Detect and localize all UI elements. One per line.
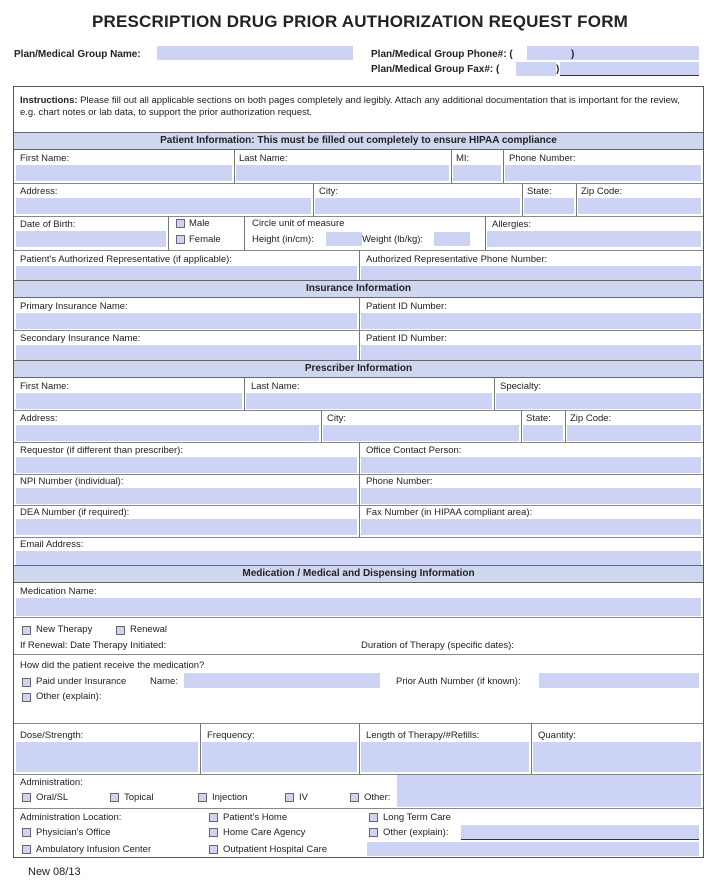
divider [14,183,703,184]
prescriber-zip-field[interactable] [567,425,701,441]
patient-phone-label: Phone Number: [509,153,576,164]
specialty-label: Specialty: [500,381,542,392]
patient-home-checkbox[interactable] [209,813,218,822]
prescriber-address-label: Address: [20,413,58,424]
topical-checkbox[interactable] [110,793,119,802]
divider [14,617,703,618]
divider [576,183,577,216]
divider [14,216,703,217]
if-renewal-label: If Renewal: Date Therapy Initiated: [20,640,167,651]
new-therapy-checkbox[interactable] [22,626,31,635]
divider [244,377,245,410]
patient-dob-field[interactable] [16,231,166,247]
other-received-label: Other (explain): [36,691,102,702]
primary-insurance-label: Primary Insurance Name: [20,301,128,312]
divider [359,250,360,283]
other-admin-checkbox[interactable] [350,793,359,802]
quantity-label: Quantity: [538,730,577,741]
long-term-care-checkbox[interactable] [369,813,378,822]
prescriber-last-name-field[interactable] [246,393,492,409]
prescriber-section-heading: Prescriber Information [14,360,703,378]
plan-fax-area-field[interactable] [516,62,556,76]
topical-label: Topical [124,792,154,803]
patient-mi-label: MI: [456,153,470,164]
specialty-field[interactable] [496,393,701,409]
plan-fax-label: Plan/Medical Group Fax#: ( [371,64,500,75]
other-location-label: Other (explain): [383,827,449,838]
patient-section-heading: Patient Information: This must be filled out completely to ensure HIPAA compliance [14,132,703,150]
length-field[interactable] [361,742,529,772]
plan-phone-close-paren: ) [571,49,575,60]
plan-fax-underline [560,75,699,76]
prescriber-zip-label: Zip Code: [570,413,612,424]
npi-label: NPI Number (individual): [20,476,124,487]
dea-label: DEA Number (if required): [20,507,130,518]
other-location-underline [461,839,699,840]
divider [565,410,566,443]
allergies-field[interactable] [487,231,701,247]
divider [168,216,169,250]
divider [14,474,703,475]
primary-patient-id-field[interactable] [361,313,701,329]
divider [14,410,703,411]
secondary-patient-id-field[interactable] [361,345,701,361]
patient-zip-label: Zip Code: [581,186,623,197]
email-field[interactable] [16,551,701,566]
fax-label: Fax Number (in HIPAA compliant area): [366,507,533,518]
plan-phone-label: Plan/Medical Group Phone#: ( [371,49,513,60]
prescriber-first-name-label: First Name: [20,381,70,392]
prescriber-phone-field[interactable] [361,488,701,504]
plan-name-label: Plan/Medical Group Name: [14,49,141,60]
prescriber-city-label: City: [327,413,346,424]
patient-first-name-field[interactable] [16,165,232,181]
renewal-label: Renewal [130,624,167,635]
injection-checkbox[interactable] [198,793,207,802]
office-contact-label: Office Contact Person: [366,445,462,456]
admin-location-label: Administration Location: [20,812,122,823]
allergies-label: Allergies: [492,219,532,230]
divider [451,149,452,183]
divider [494,377,495,410]
oral-checkbox[interactable] [22,793,31,802]
dea-field[interactable] [16,519,357,535]
divider [321,410,322,443]
prior-auth-field[interactable] [539,673,699,688]
female-checkbox[interactable] [176,235,185,244]
divider [14,330,703,331]
divider [200,723,201,774]
frequency-field[interactable] [202,742,357,772]
other-location-field[interactable] [461,825,699,839]
patient-last-name-label: Last Name: [239,153,288,164]
patient-state-label: State: [527,186,552,197]
other-admin-field[interactable] [397,775,701,807]
patient-city-label: City: [319,186,338,197]
prescriber-phone-label: Phone Number: [366,476,433,487]
dose-field[interactable] [16,742,198,772]
form-version: New 08/13 [28,866,81,878]
frequency-label: Frequency: [207,730,255,741]
requestor-field[interactable] [16,457,357,473]
divider [244,216,245,250]
ambulatory-label: Ambulatory Infusion Center [36,844,152,855]
other-location-checkbox[interactable] [369,828,378,837]
secondary-insurance-label: Secondary Insurance Name: [20,333,141,344]
divider [522,183,523,216]
female-label: Female [189,234,221,245]
primary-insurance-field[interactable] [16,313,357,329]
divider [14,537,703,538]
male-label: Male [189,218,210,229]
how-received-label: How did the patient receive the medication? [20,660,205,671]
divider [359,297,360,361]
iv-checkbox[interactable] [285,793,294,802]
divider [485,216,486,250]
prescriber-first-name-field[interactable] [16,393,242,409]
email-label: Email Address: [20,539,84,550]
instructions-label: Instructions: [20,95,78,106]
home-care-checkbox[interactable] [209,828,218,837]
plan-fax-close-paren: ) [556,64,560,75]
patient-mi-field[interactable] [453,165,501,181]
iv-label: IV [299,792,308,803]
secondary-patient-id-label: Patient ID Number: [366,333,447,344]
paid-insurance-label: Paid under Insurance [36,676,127,687]
prescriber-state-label: State: [526,413,551,424]
new-therapy-label: New Therapy [36,624,93,635]
other-received-checkbox[interactable] [22,693,31,702]
long-term-care-label: Long Term Care [383,812,451,823]
divider [14,654,703,655]
patient-first-name-label: First Name: [20,153,70,164]
insurance-name-field[interactable] [184,673,380,688]
other-admin-label: Other: [364,792,391,803]
circle-unit-label: Circle unit of measure [252,218,345,229]
authorized-rep-phone-label: Authorized Representative Phone Number: [366,254,548,265]
physician-office-label: Physician's Office [36,827,111,838]
height-label: Height (in/cm): [252,234,314,245]
divider [521,410,522,443]
administration-label: Administration: [20,777,83,788]
patient-address-field[interactable] [16,198,311,214]
divider [503,149,504,183]
dose-label: Dose/Strength: [20,730,84,741]
patient-home-label: Patient's Home [223,812,288,823]
plan-fax-field[interactable] [560,62,699,76]
primary-patient-id-label: Patient ID Number: [366,301,447,312]
renewal-checkbox[interactable] [116,626,125,635]
medication-name-label: Medication Name: [20,586,97,597]
weight-label: Weight (lb/kg): [362,234,424,245]
plan-phone-field[interactable] [527,46,699,60]
weight-field[interactable] [434,232,470,246]
divider [234,149,235,183]
divider [313,183,314,216]
other-location-field-line2[interactable] [367,842,699,856]
insurance-section-heading: Insurance Information [14,280,703,298]
patient-city-field[interactable] [315,198,520,214]
medication-name-field[interactable] [16,598,701,616]
insurance-name-label: Name: [150,676,178,687]
patient-dob-label: Date of Birth: [20,219,76,230]
requestor-label: Requestor (if different than prescriber): [20,445,183,456]
medication-section-heading: Medication / Medical and Dispensing Information [14,565,703,583]
duration-label: Duration of Therapy (specific dates): [361,640,514,651]
quantity-field[interactable] [533,742,701,772]
form-title: PRESCRIPTION DRUG PRIOR AUTHORIZATION REQUEST FORM [91,12,629,31]
divider [14,808,703,809]
prescriber-state-field[interactable] [523,425,563,441]
divider [359,442,360,537]
divider [531,723,532,774]
height-field[interactable] [326,232,362,246]
office-contact-field[interactable] [361,457,701,473]
plan-name-field[interactable] [157,46,353,60]
prescriber-city-field[interactable] [323,425,519,441]
paid-insurance-checkbox[interactable] [22,678,31,687]
patient-state-field[interactable] [524,198,574,214]
patient-address-label: Address: [20,186,58,197]
patient-phone-field[interactable] [505,165,701,181]
fax-field[interactable] [361,519,701,535]
home-care-label: Home Care Agency [223,827,306,838]
injection-label: Injection [212,792,248,803]
oral-label: Oral/SL [36,792,69,803]
form-body [13,86,704,858]
physician-office-checkbox[interactable] [22,828,31,837]
patient-last-name-field[interactable] [236,165,449,181]
divider [359,723,360,774]
prescriber-address-field[interactable] [16,425,319,441]
outpatient-label: Outpatient Hospital Care [223,844,328,855]
outpatient-checkbox[interactable] [209,845,218,854]
male-checkbox[interactable] [176,219,185,228]
prescriber-last-name-label: Last Name: [251,381,300,392]
secondary-insurance-field[interactable] [16,345,357,361]
ambulatory-checkbox[interactable] [22,845,31,854]
divider [14,505,703,506]
npi-field[interactable] [16,488,357,504]
instructions [20,95,695,119]
patient-zip-field[interactable] [578,198,701,214]
prior-auth-label: Prior Auth Number (if known): [396,676,521,687]
authorized-rep-label: Patient's Authorized Representative (if applicable): [20,254,232,265]
instructions-text: Please fill out all applicable sections on both pages completely and legibly. Attach any additional documentation that is important for the review, e.g. chart notes or lab data, to support the prior authorization request. [20,95,680,118]
length-label: Length of Therapy/#Refills: [366,730,480,741]
